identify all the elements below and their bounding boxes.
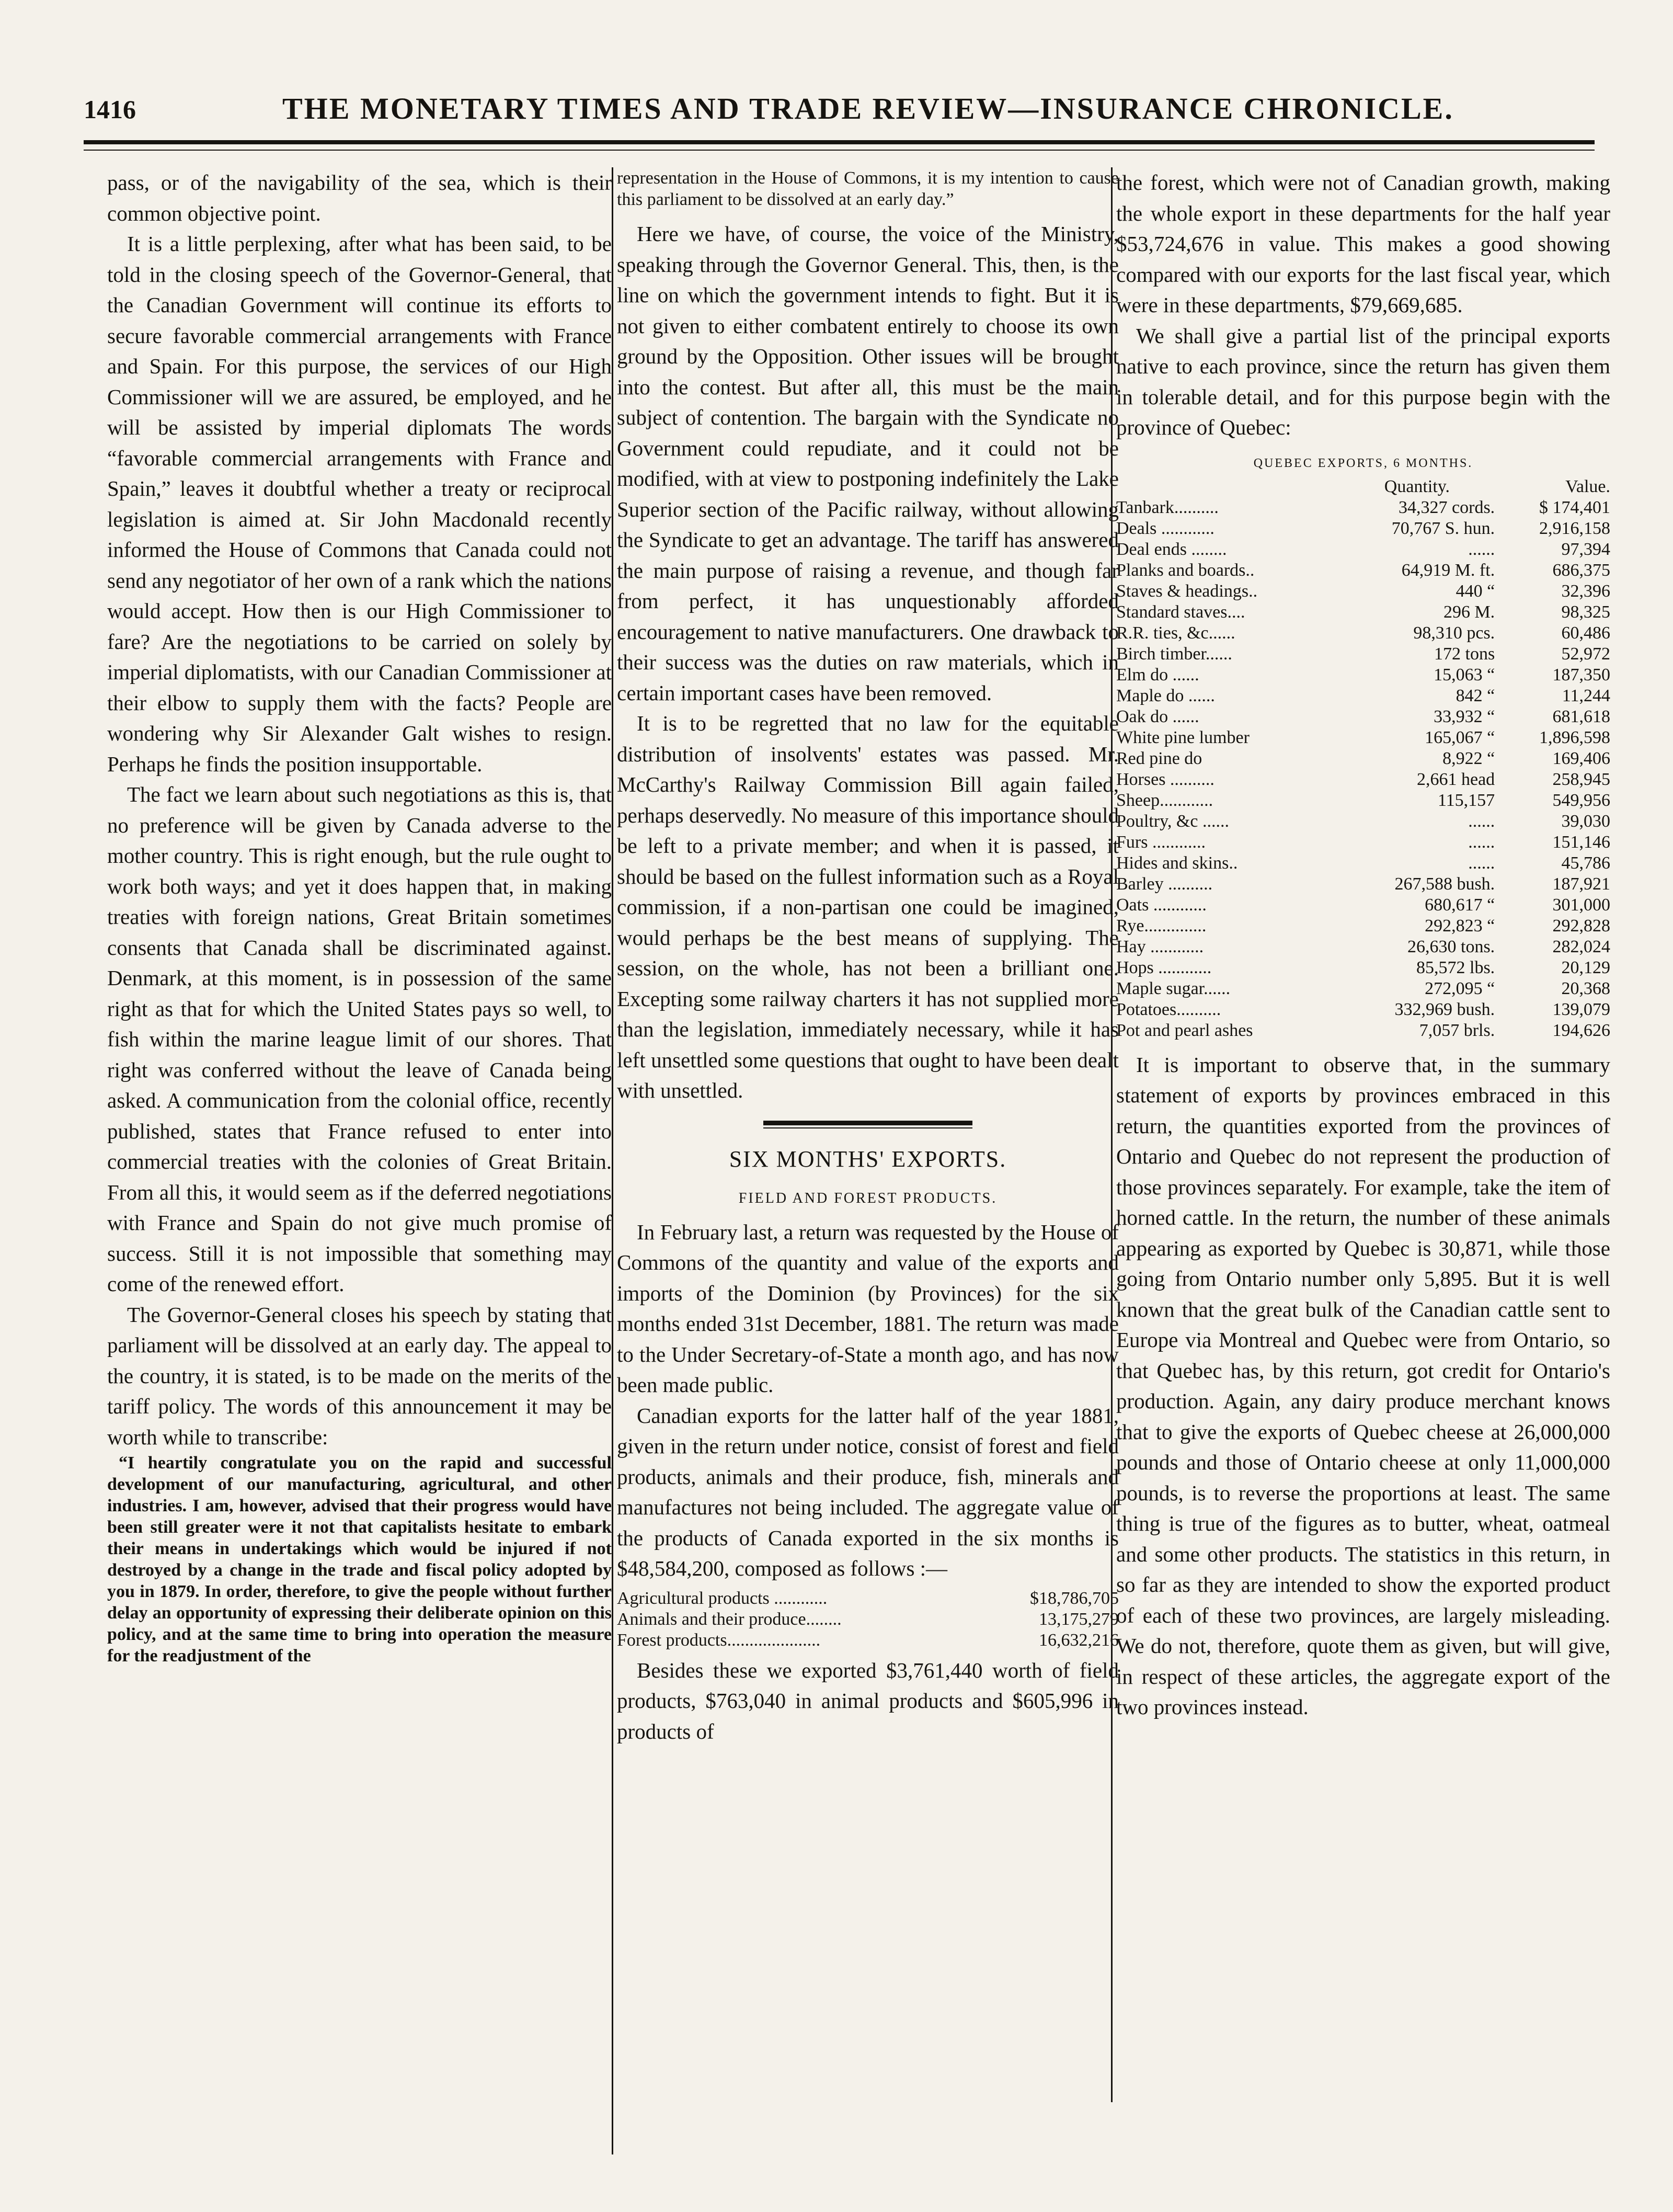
export-value: 2,916,158 [1539,518,1610,538]
export-quantity: 332,969 bush. [1394,999,1495,1019]
export-value: 11,244 [1562,686,1610,705]
export-value: 187,921 [1552,874,1610,894]
export-quantity: 64,919 M. ft. [1401,560,1495,580]
table-row [1116,832,1610,853]
export-item: Sheep............ [1116,790,1213,810]
export-quantity: 33,932 “ [1434,706,1495,726]
export-summary-table [617,1588,1119,1651]
speech-quote: “I heartily congratulate you on the rapid and successful development of our manufacturing, agricultural, and other industries. I am, however, advised that their progress would have been still greater were it not that capitalists hesitate to embark their means in undertakings which would be injured if not destroyed by a change in the trade and fiscal policy adopted by you in 1879. In order, therefore, to give the people without further delay an opportunity of expressing their deliberate opinion on this policy, and at the same time to bring into operation the measure for the readjustment of the [107,1453,612,1666]
export-item: Elm do ...... [1116,665,1199,685]
table-row [1116,999,1610,1020]
export-item: Oats ............ [1116,895,1207,915]
paragraph: In February last, a return was requested by the House of Commons of the quantity and value of the exports and imports of the Dominion (by Provinces) for the six months ended 31st December, 1881. The return was made to the Under Secretary-of-State a month ago, and has now been made public. [617,1219,1119,1397]
export-item: Maple do ...... [1116,686,1215,705]
export-value: 20,129 [1561,957,1610,977]
header-rule [84,140,1595,144]
paragraph: Canadian exports for the latter half of the year 1881, given in the return under notice, consist of forest and field products, animals and their produce, fish, minerals and manufactures not being included. The aggregate value of the products of Canada exported in the six months is $48,584,200, composed as follows :— [617,1403,1119,1580]
paragraph: The Governor-General closes his speech by stating that parliament will be dissolved at an early day. The appeal to the country, it is stated, is to be made on the merits of the tariff policy. The words of this announcement it may be worth while to transcribe: [107,1302,612,1449]
paragraph: Here we have, of course, the voice of the Ministry, speaking through the Governor General. This, then, is the line on which the government intends to fight. But it is not given to either combatent entirely to choose its own ground by the Opposition. Other issues will be brought into the contest. But after all, this must be the main subject of contention. The bargain with the Syndicate no Government could repudiate, and it could not be modified, with at view to postponing indefinitely the Lake Superior section of the Pacific railway, without allowing the Syndicate to get an advantage. The tariff has answered the main purpose of raising a revenue, and though far from perfect, it has unquestionably afforded encouragement to native manufacturers. One drawback to their success was the duties on raw materials, which in certain important cases have been removed. [617,222,1119,705]
table-row [1116,518,1610,539]
paragraph: Besides these we exported $3,761,440 worth of field products, $763,040 in animal products and $605,996 in products of [617,1658,1119,1743]
table-row [1116,727,1610,748]
table-row [617,1588,1119,1609]
export-item: Deals ............ [1116,518,1214,538]
export-quantity: 165,067 “ [1425,727,1495,747]
paragraph: the forest, which were not of Canadian growth, making the whole export in these departments for the half year $53,724,676 in value. This makes a good showing compared with our exports for the last fiscal year, which were in these departments, $79,669,685. [1116,170,1610,317]
export-item: Maple sugar...... [1116,978,1231,998]
export-value: 151,146 [1552,832,1610,852]
table-header-row [1116,476,1610,497]
paragraph: pass, or of the navigability of the sea, which is their common objective point. [107,170,612,225]
table-row [1116,602,1610,623]
export-value: 1,896,598 [1539,727,1610,747]
table-row [1116,895,1610,916]
export-value: 45,786 [1561,853,1610,873]
summary-value: 16,632,216 [1039,1630,1119,1650]
table-row [1116,790,1610,811]
export-value: 139,079 [1552,999,1610,1019]
paragraph: We shall give a partial list of the principal exports native to each province, since the return has given them in tolerable detail, and for this purpose begin with the province of Quebec: [1116,323,1610,439]
export-value: 39,030 [1561,811,1610,831]
summary-label: Agricultural products ............ [617,1588,828,1608]
header-rule-thin [84,150,1595,151]
export-quantity: 680,617 “ [1425,895,1495,915]
export-item: Birch timber...... [1116,644,1232,664]
export-quantity: ...... [1468,811,1495,831]
export-quantity: ...... [1468,853,1495,873]
table-row [1116,581,1610,602]
paragraph: It is important to observe that, in the summary statement of exports by provinces embraced in this return, the quantities exported from the provinces of Ontario and Quebec do not represent the production of those provinces separately. For example, take the item of horned cattle. In the return, the number of these animals appearing as exported by Quebec is 30,871, while those going from Ontario number only 5,895. But it is well known that the great bulk of the Canadian cattle sent to Europe via Montreal and Quebec were from Ontario, so that Quebec has, by this return, got credit for Ontario's production. Again, any dairy produce merchant knows that to give the exports of Quebec cheese at 26,000,000 pounds and those of Ontario cheese at only 11,000,000 pounds, is to reverse the proportions at least. The same thing is true of the figures as to butter, wheat, oatmeal and some other products. The statistics in this return, in so far as they are intended to show the exported product of each of these two provinces, are largely misleading. We do not, therefore, quote them as given, but will give, in respect of these articles, the aggregate export of the two provinces instead. [1116,1052,1610,1719]
export-item: Hides and skins.. [1116,853,1238,873]
export-quantity: 272,095 “ [1425,978,1495,998]
table-row [1116,560,1610,581]
export-value: 60,486 [1561,623,1610,643]
export-quantity: 842 “ [1456,686,1495,705]
export-item: Poultry, &c ...... [1116,811,1229,831]
page-header [84,94,1595,136]
table-row [1116,937,1610,957]
table-row [1116,811,1610,832]
export-value: 169,406 [1552,748,1610,768]
export-quantity: 2,661 head [1417,769,1495,789]
export-item: White pine lumber [1116,727,1250,747]
table-row [1116,623,1610,644]
section-subtitle: FIELD AND FOREST PRODUCTS. [738,1190,998,1206]
export-item: Planks and boards.. [1116,560,1255,580]
export-value: 20,368 [1561,978,1610,998]
header-value: Value. [1565,476,1610,496]
table-row [1116,686,1610,706]
export-quantity: 115,157 [1437,790,1495,810]
export-value: 187,350 [1552,665,1610,685]
table-title: QUEBEC EXPORTS, 6 MONTHS. [1253,456,1473,470]
summary-label: Forest products..................... [617,1630,821,1650]
table-row [1116,706,1610,727]
export-quantity: 292,823 “ [1425,916,1495,936]
column-divider [612,167,613,2154]
export-quantity: 172 tons [1434,644,1495,664]
export-value: 52,972 [1561,644,1610,664]
export-item: Potatoes.......... [1116,999,1221,1019]
column-right [1116,167,1610,1723]
table-row [1116,916,1610,937]
export-item: Horses .......... [1116,769,1214,789]
export-item: Furs ............ [1116,832,1206,852]
running-title: THE MONETARY TIMES AND TRADE REVIEW—INSURANCE CHRONICLE. [282,92,1454,126]
export-quantity: 8,922 “ [1442,748,1495,768]
export-item: Standard staves.... [1116,602,1245,622]
export-quantity: 440 “ [1456,581,1495,601]
export-item: Rye.............. [1116,916,1207,936]
table-row [1116,957,1610,978]
table-row [1116,748,1610,769]
table-row [1116,978,1610,999]
export-value: 282,024 [1552,937,1610,956]
export-quantity: 296 M. [1443,602,1495,622]
export-item: Hay ............ [1116,937,1204,956]
export-item: Tanbark.......... [1116,497,1219,517]
section-rule [617,1121,1119,1129]
table-row [1116,1020,1610,1041]
export-item: Hops ............ [1116,957,1212,977]
paragraph: It is a little perplexing, after what has been said, to be told in the closing speech of the Governor-General, that the Canadian Government will continue its efforts to secure favorable commercial arrangements with France and Spain. For this purpose, the services of our High Commissioner will we are assured, be employed, and he will be assisted by imperial diplomats The words “favorable commercial arrangements with France and Spain,” leaves it doubtful whether a treaty or reciprocal legislation is aimed at. Sir John Macdonald recently informed the House of Commons that Canada could not send any negotiator of her own of a rank which the nations would accept. How then is our High Commissioner to fare? Are the negotiations to be carried on solely by imperial diplomatists, with our Canadian Commissioner at their elbow to supply them with the facts? People are wondering why Sir Alexander Galt wishes to resign. Perhaps he finds the position insupportable. [107,232,612,776]
table-row [617,1630,1119,1651]
export-item: Staves & headings.. [1116,581,1258,601]
export-value: 292,828 [1552,916,1610,936]
export-value: 98,325 [1561,602,1610,622]
table-row [1116,874,1610,895]
summary-label: Animals and their produce........ [617,1609,842,1629]
export-quantity: 98,310 pcs. [1413,623,1495,643]
column-middle [617,167,1119,1747]
export-quantity: 26,630 tons. [1407,937,1495,956]
section-title: SIX MONTHS' EXPORTS. [729,1146,1007,1172]
export-quantity: ...... [1468,832,1495,852]
paragraph: The fact we learn about such negotiations as this is, that no preference will be given by Canada adverse to the mother country. This is right enough, but the rule ought to work both ways; and yet it does happen that, in making treaties with foreign nations, Great Britain sometimes consents that Canada shall be discriminated against. Denmark, at this moment, is in possession of the same right as that for which the United States pays so well, to fish within the marine league limit of our shores. That right was conferred without the leave of Canada being asked. A communication from the colonial office, recently published, states that France refused to enter into commercial treaties with the colonies of Great Britain. From all this, it would seem as if the deferred negotiations with France and Spain do not give much promise of success. Still it is not impossible that something may come of the renewed effort. [107,782,612,1296]
quebec-exports-body [1116,497,1610,1041]
export-value: 681,618 [1552,706,1610,726]
summary-value: $18,786,705 [1030,1588,1119,1608]
export-value: 97,394 [1561,539,1610,559]
table-row [1116,539,1610,560]
table-row [617,1609,1119,1630]
quote-continuation: representation in the House of Commons, it is my intention to cause this parliament to be dissolved at an early day.” [617,168,1119,209]
quebec-exports-table [1116,476,1610,1041]
export-item: Oak do ...... [1116,706,1199,726]
table-row [1116,853,1610,874]
export-item: R.R. ties, &c...... [1116,623,1235,643]
header-quantity: Quantity. [1384,476,1450,496]
export-value: 32,396 [1561,581,1610,601]
table-row [1116,769,1610,790]
table-row [1116,497,1610,518]
table-row [1116,665,1610,686]
export-value: $ 174,401 [1539,497,1610,517]
export-value: 258,945 [1552,769,1610,789]
export-quantity: 267,588 bush. [1394,874,1495,894]
export-item: Red pine do [1116,748,1202,768]
header-item [1116,476,1333,497]
paragraph: It is to be regretted that no law for the equitable distribution of insolvents' estates was passed. Mr. McCarthy's Railway Commission Bill again failed, perhaps deservedly. No measure of this importance should be left to a private member; and when it is passed, it should be based on the fullest information such as a Royal commission, if a non-partisan one could be imagined, would perhaps be the best means of supplying. The session, on the whole, has not been a brilliant one. Excepting some railway charters it has not supplied more than the legislation, immediately necessary, while it has left unsettled some questions that ought to have been dealt with unsettled. [617,711,1119,1102]
export-item: Pot and pearl ashes [1116,1020,1253,1040]
export-quantity: 7,057 brls. [1419,1020,1495,1040]
export-value: 686,375 [1552,560,1610,580]
page-number: 1416 [84,95,136,124]
column-left [107,167,612,1667]
export-quantity: 15,063 “ [1434,665,1495,685]
export-item: Barley .......... [1116,874,1213,894]
export-value: 549,956 [1552,790,1610,810]
export-value: 301,000 [1552,895,1610,915]
export-quantity: 34,327 cords. [1399,497,1495,517]
export-value: 194,626 [1552,1020,1610,1040]
export-quantity: 70,767 S. hun. [1391,518,1495,538]
export-quantity: ...... [1468,539,1495,559]
export-item: Deal ends ........ [1116,539,1227,559]
table-row [1116,644,1610,665]
export-quantity: 85,572 lbs. [1416,957,1495,977]
summary-value: 13,175,279 [1039,1609,1119,1629]
